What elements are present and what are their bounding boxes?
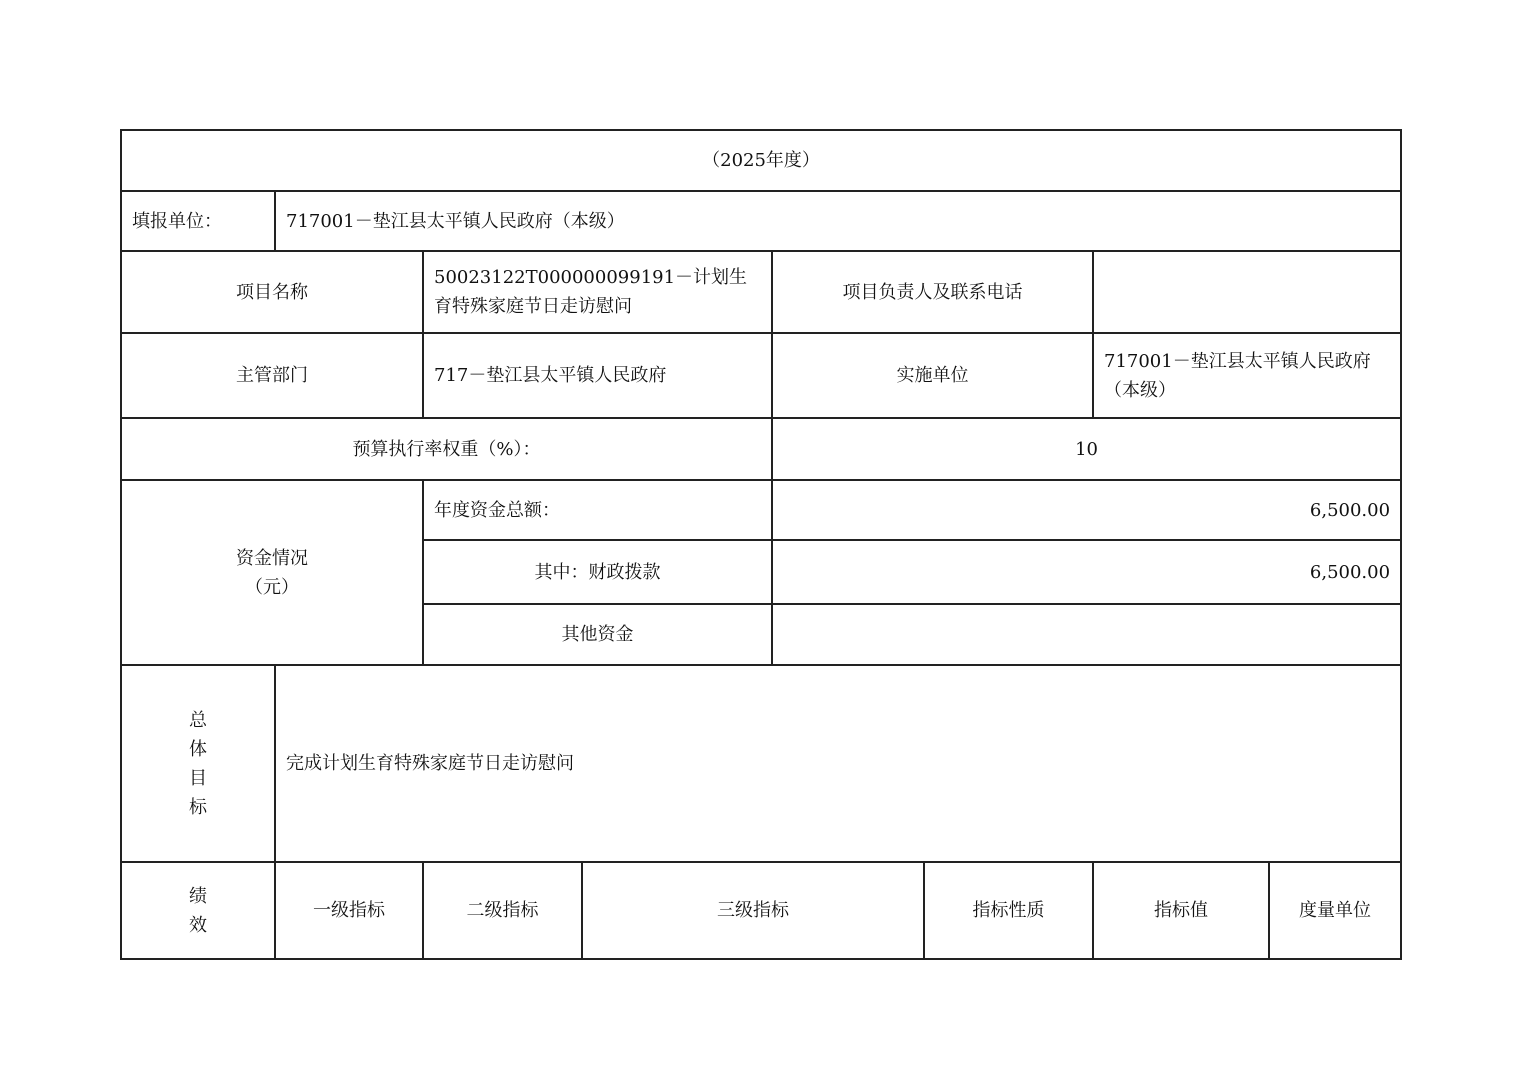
project-name-label: 项目名称 bbox=[121, 251, 423, 333]
goal-value: 完成计划生育特殊家庭节日走访慰问 bbox=[275, 665, 1401, 862]
goal-label-char: 标 bbox=[189, 796, 207, 818]
funds-label-unit: （元） bbox=[245, 576, 299, 598]
table-title: （2025年度） bbox=[121, 130, 1401, 191]
other-funds-value bbox=[772, 604, 1401, 665]
header-indicator-nature: 指标性质 bbox=[924, 862, 1093, 959]
header-level-1: 一级指标 bbox=[275, 862, 423, 959]
goal-label-char: 目 bbox=[189, 767, 207, 789]
header-indicator-value: 指标值 bbox=[1093, 862, 1269, 959]
goal-label bbox=[121, 665, 275, 862]
budget-rate-value: 10 bbox=[772, 418, 1401, 480]
performance-target-table bbox=[120, 129, 1402, 960]
dept-label: 主管部门 bbox=[121, 333, 423, 418]
header-level-2: 二级指标 bbox=[423, 862, 582, 959]
goal-label-char: 总 bbox=[189, 709, 207, 731]
perf-label-char: 绩 bbox=[189, 885, 207, 907]
budget-rate-label: 预算执行率权重（%）： bbox=[121, 418, 772, 480]
goal-label-char: 体 bbox=[189, 738, 207, 760]
project-leader-value bbox=[1093, 251, 1401, 333]
impl-value: 717001－垫江县太平镇人民政府（本级） bbox=[1093, 333, 1401, 418]
fiscal-value: 6,500.00 bbox=[772, 540, 1401, 604]
annual-total-value: 6,500.00 bbox=[772, 480, 1401, 540]
annual-total-label: 年度资金总额： bbox=[423, 480, 772, 540]
project-name-value: 50023122T000000099191－计划生育特殊家庭节日走访慰问 bbox=[423, 251, 772, 333]
fiscal-label: 其中：财政拨款 bbox=[423, 540, 772, 604]
header-measure-unit: 度量单位 bbox=[1269, 862, 1401, 959]
header-level-3: 三级指标 bbox=[582, 862, 924, 959]
perf-label-char: 效 bbox=[189, 914, 207, 936]
perf-label bbox=[121, 862, 275, 959]
dept-value: 717－垫江县太平镇人民政府 bbox=[423, 333, 772, 418]
unit-value: 717001－垫江县太平镇人民政府（本级） bbox=[275, 191, 1401, 251]
project-leader-label: 项目负责人及联系电话 bbox=[772, 251, 1093, 333]
funds-label-main: 资金情况 bbox=[236, 547, 308, 569]
funds-label bbox=[121, 480, 423, 665]
other-funds-label: 其他资金 bbox=[423, 604, 772, 665]
impl-label: 实施单位 bbox=[772, 333, 1093, 418]
unit-label: 填报单位： bbox=[121, 191, 275, 251]
